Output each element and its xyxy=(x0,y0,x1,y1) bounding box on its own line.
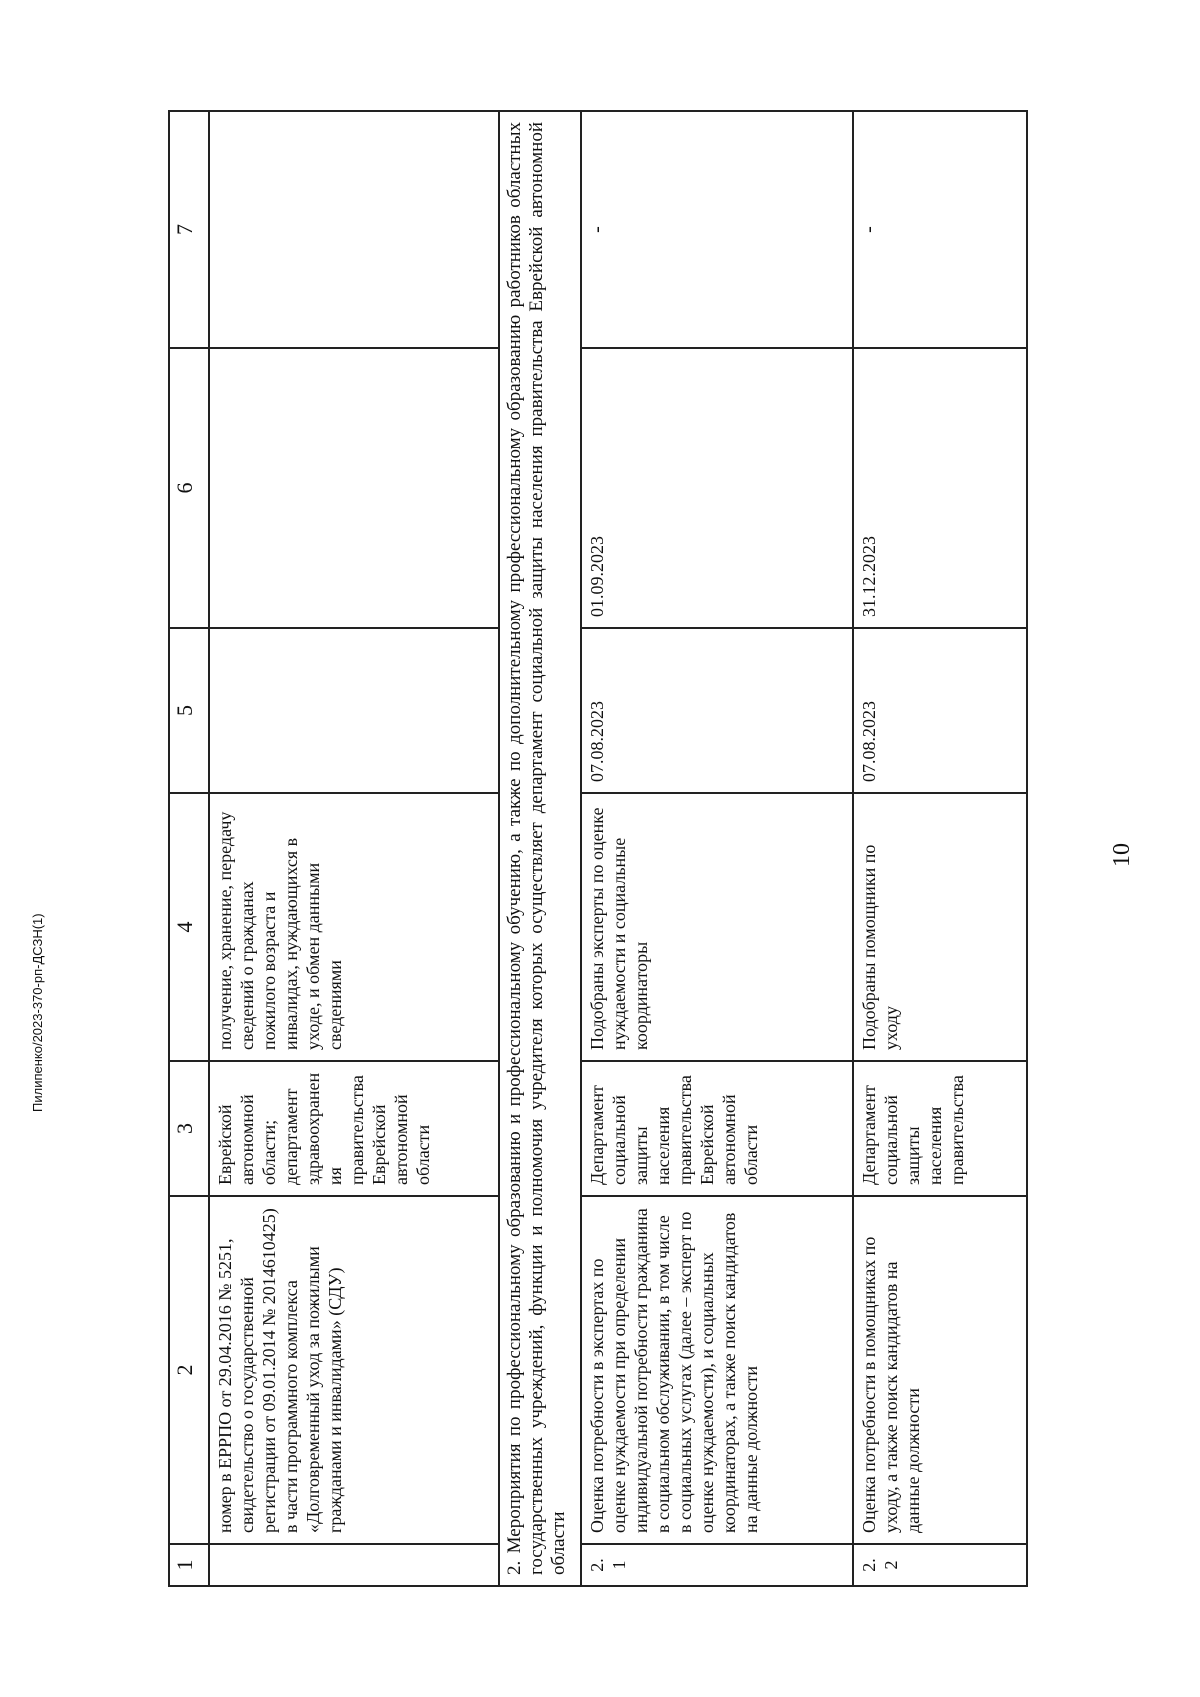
cell-end-date: 01.09.2023 xyxy=(581,348,853,628)
cell-start-date: 07.08.2023 xyxy=(853,628,1027,793)
table-row xyxy=(853,111,1027,1586)
cell-note: - xyxy=(853,111,1027,348)
plan-table xyxy=(168,110,1028,1587)
table-row xyxy=(209,111,499,1586)
cell-responsible: Департамент социальной защиты населения правительства Еврейской автономной области xyxy=(581,1061,853,1196)
cell-responsible: Еврейской автономной области; департамент здравоохранения правительства Еврейской автономной области xyxy=(209,1061,499,1196)
header-row xyxy=(169,111,209,1586)
cell-end-date: 31.12.2023 xyxy=(853,348,1027,628)
cell-note xyxy=(209,111,499,348)
cell-description: номер в ЕРРПО от 29.04.2016 № 5251, свидетельство о государственной регистрации от 09.01.2014 № 2014610425) в части программного комплекса «Долговременный уход за пожилыми гражданами и инвалидами» (СДУ) xyxy=(209,1196,499,1544)
footer-code: Пилипенко/2023-370-рп-ДСЗН(1) xyxy=(30,913,45,1112)
cell-end-date xyxy=(209,348,499,628)
header-cell: 3 xyxy=(169,1061,209,1196)
section-heading: 2. Мероприятия по профессиональному образованию и профессиональному обучению, а также по дополнительному профессиональному образованию работников областных государственных учреждений, функции и полномочия учредителя которых осуществляет департамент социальной защиты населения правительства Еврейской автономной области xyxy=(499,111,581,1586)
cell-result: Подобраны помощники по уходу xyxy=(853,793,1027,1061)
header-cell: 4 xyxy=(169,793,209,1061)
section-row xyxy=(499,111,581,1586)
header-cell: 5 xyxy=(169,628,209,793)
cell-description: Оценка потребности в экспертах по оценке нуждаемости при определении индивидуальной потребности гражданина в социальном обслуживании, в том числе в социальных услугах (далее – эксперт по оценке нуждаемости), и социальных координаторах, а также поиск кандидатов на данные должности xyxy=(581,1196,853,1544)
cell-result: Подобраны эксперты по оценке нуждаемости и социальные координаторы xyxy=(581,793,853,1061)
cell-number: 2.2 xyxy=(853,1544,1027,1586)
cell-number xyxy=(209,1544,499,1586)
page-number: 10 xyxy=(1109,843,1135,867)
cell-start-date xyxy=(209,628,499,793)
header-cell: 2 xyxy=(169,1196,209,1544)
header-cell: 6 xyxy=(169,348,209,628)
cell-description: Оценка потребности в помощниках по уходу, а также поиск кандидатов на данные должности xyxy=(853,1196,1027,1544)
header-cell: 7 xyxy=(169,111,209,348)
cell-responsible: Департамент социальной защиты населения правительства xyxy=(853,1061,1027,1196)
cell-result: получение, хранение, передачу сведений о гражданах пожилого возраста и инвалидах, нуждающихся в уходе, и обмен данными сведениями xyxy=(209,793,499,1061)
header-cell: 1 xyxy=(169,1544,209,1586)
cell-note: - xyxy=(581,111,853,348)
table-row xyxy=(581,111,853,1586)
cell-start-date: 07.08.2023 xyxy=(581,628,853,793)
cell-number: 2.1 xyxy=(581,1544,853,1586)
